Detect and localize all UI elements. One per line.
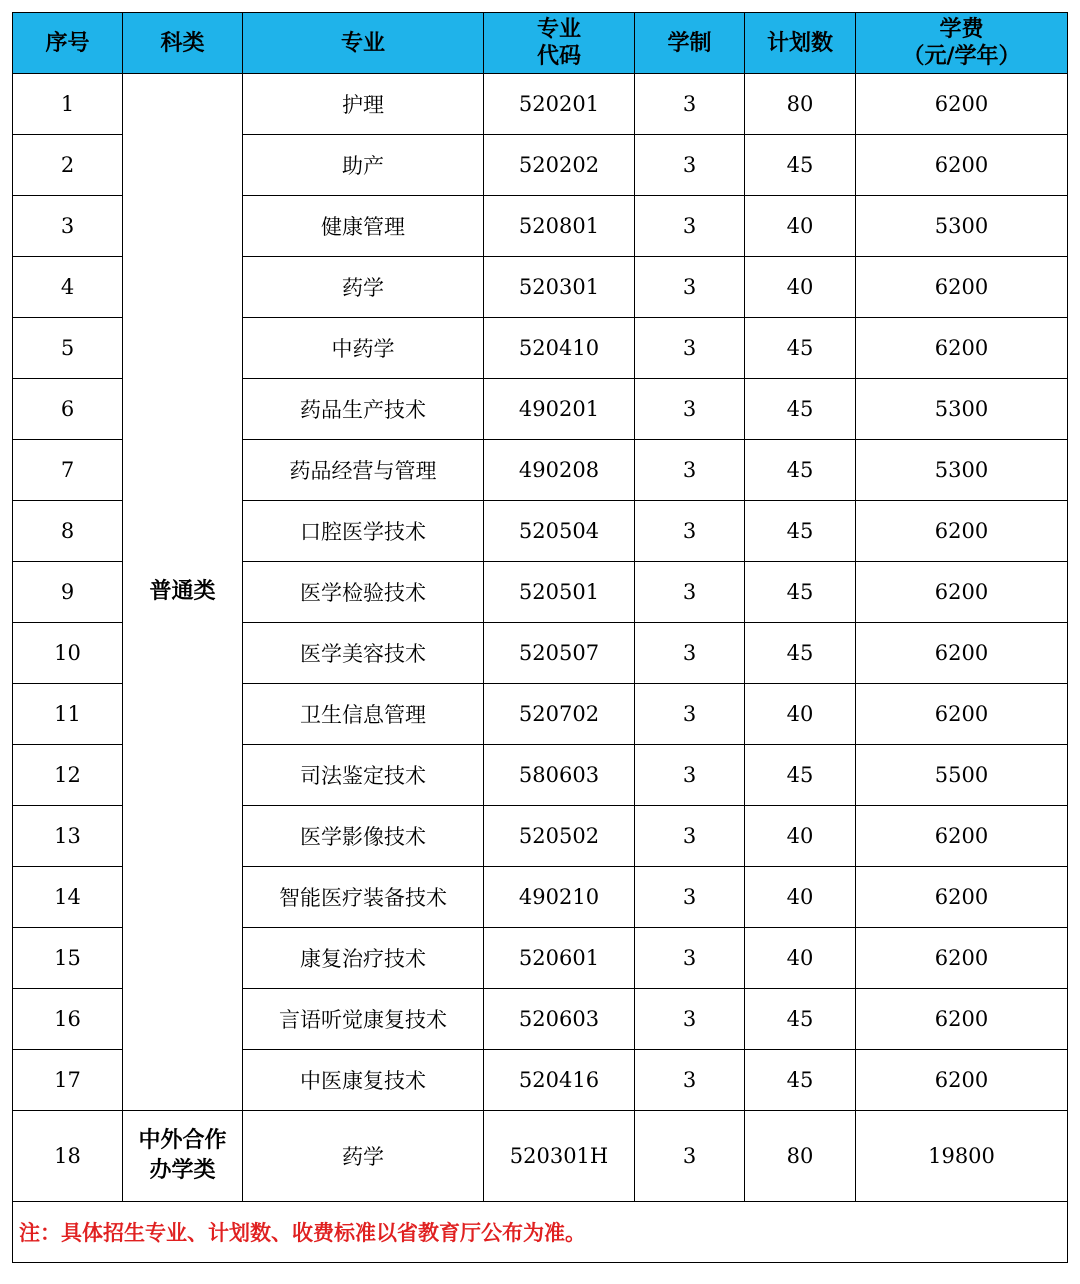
cell-duration: 3	[635, 623, 745, 684]
header-code-line1: 专业	[536, 17, 581, 42]
cell-fee: 6200	[856, 501, 1068, 562]
cell-plan: 45	[745, 1050, 856, 1111]
cell-plan: 40	[745, 196, 856, 257]
cell-duration: 3	[635, 745, 745, 806]
cell-major: 卫生信息管理	[243, 684, 484, 745]
cell-seq: 7	[13, 440, 123, 501]
cell-duration: 3	[635, 257, 745, 318]
cell-fee: 19800	[856, 1111, 1068, 1202]
cell-plan: 40	[745, 867, 856, 928]
cell-code: 520501	[484, 562, 635, 623]
cell-plan: 45	[745, 318, 856, 379]
cell-major: 医学美容技术	[243, 623, 484, 684]
cell-seq: 17	[13, 1050, 123, 1111]
cell-major: 医学检验技术	[243, 562, 484, 623]
cell-fee: 6200	[856, 989, 1068, 1050]
cell-plan: 45	[745, 440, 856, 501]
category-coop-line1: 中外合作	[138, 1128, 227, 1153]
cell-code: 520504	[484, 501, 635, 562]
cell-fee: 6200	[856, 74, 1068, 135]
cell-duration: 3	[635, 928, 745, 989]
cell-major: 药品经营与管理	[243, 440, 484, 501]
cell-duration: 3	[635, 1111, 745, 1202]
cell-duration: 3	[635, 806, 745, 867]
cell-seq: 14	[13, 867, 123, 928]
cell-seq: 5	[13, 318, 123, 379]
cell-code: 520502	[484, 806, 635, 867]
cell-duration: 3	[635, 684, 745, 745]
cell-fee: 6200	[856, 562, 1068, 623]
cell-plan: 45	[745, 501, 856, 562]
cell-seq: 15	[13, 928, 123, 989]
header-row	[13, 13, 1068, 74]
cell-fee: 6200	[856, 318, 1068, 379]
cell-plan: 45	[745, 379, 856, 440]
cell-code: 520507	[484, 623, 635, 684]
cell-code: 520301	[484, 257, 635, 318]
cell-fee: 6200	[856, 867, 1068, 928]
cell-seq: 12	[13, 745, 123, 806]
header-fee-line2: （元/学年）	[902, 44, 1021, 69]
header-code	[484, 13, 635, 74]
cell-code: 520601	[484, 928, 635, 989]
cell-plan: 80	[745, 74, 856, 135]
cell-duration: 3	[635, 867, 745, 928]
cell-category-general: 普通类	[123, 74, 243, 1111]
table-row	[13, 74, 1068, 135]
cell-duration: 3	[635, 1050, 745, 1111]
cell-major: 药学	[243, 1111, 484, 1202]
cell-fee: 6200	[856, 684, 1068, 745]
cell-seq: 16	[13, 989, 123, 1050]
cell-major: 司法鉴定技术	[243, 745, 484, 806]
cell-seq: 6	[13, 379, 123, 440]
enrollment-plan-table	[12, 12, 1068, 1263]
cell-plan: 45	[745, 562, 856, 623]
cell-fee: 6200	[856, 1050, 1068, 1111]
cell-code: 520801	[484, 196, 635, 257]
cell-fee: 6200	[856, 623, 1068, 684]
cell-code: 490210	[484, 867, 635, 928]
cell-seq: 13	[13, 806, 123, 867]
cell-code: 520702	[484, 684, 635, 745]
cell-duration: 3	[635, 196, 745, 257]
cell-code: 520201	[484, 74, 635, 135]
header-plan: 计划数	[745, 13, 856, 74]
cell-seq: 10	[13, 623, 123, 684]
table-row	[13, 1111, 1068, 1202]
cell-duration: 3	[635, 135, 745, 196]
cell-fee: 5500	[856, 745, 1068, 806]
cell-duration: 3	[635, 501, 745, 562]
cell-seq: 4	[13, 257, 123, 318]
table-body	[13, 74, 1068, 1263]
cell-seq: 11	[13, 684, 123, 745]
cell-duration: 3	[635, 74, 745, 135]
cell-plan: 45	[745, 623, 856, 684]
header-category: 科类	[123, 13, 243, 74]
cell-major: 言语听觉康复技术	[243, 989, 484, 1050]
cell-fee: 6200	[856, 257, 1068, 318]
cell-major: 中医康复技术	[243, 1050, 484, 1111]
cell-major: 医学影像技术	[243, 806, 484, 867]
cell-seq: 9	[13, 562, 123, 623]
cell-seq: 8	[13, 501, 123, 562]
cell-major: 护理	[243, 74, 484, 135]
cell-plan: 45	[745, 135, 856, 196]
note-row	[13, 1202, 1068, 1263]
cell-major: 口腔医学技术	[243, 501, 484, 562]
cell-seq: 2	[13, 135, 123, 196]
cell-plan: 40	[745, 806, 856, 867]
note-text: 注：具体招生专业、计划数、收费标准以省教育厅公布为准。	[13, 1202, 1068, 1263]
cell-fee: 6200	[856, 135, 1068, 196]
cell-plan: 45	[745, 989, 856, 1050]
cell-fee: 5300	[856, 196, 1068, 257]
cell-plan: 40	[745, 928, 856, 989]
cell-code: 490201	[484, 379, 635, 440]
cell-fee: 5300	[856, 379, 1068, 440]
cell-duration: 3	[635, 379, 745, 440]
cell-major: 助产	[243, 135, 484, 196]
cell-seq: 3	[13, 196, 123, 257]
cell-fee: 5300	[856, 440, 1068, 501]
cell-code: 520416	[484, 1050, 635, 1111]
cell-code: 490208	[484, 440, 635, 501]
category-coop-line2: 办学类	[149, 1158, 216, 1183]
cell-plan: 80	[745, 1111, 856, 1202]
header-code-line2: 代码	[536, 44, 581, 69]
cell-fee: 6200	[856, 806, 1068, 867]
cell-major: 康复治疗技术	[243, 928, 484, 989]
cell-plan: 45	[745, 745, 856, 806]
cell-duration: 3	[635, 562, 745, 623]
cell-major: 药品生产技术	[243, 379, 484, 440]
cell-code: 520603	[484, 989, 635, 1050]
cell-code: 580603	[484, 745, 635, 806]
cell-code: 520202	[484, 135, 635, 196]
cell-major: 药学	[243, 257, 484, 318]
cell-code: 520301H	[484, 1111, 635, 1202]
header-major: 专业	[243, 13, 484, 74]
cell-duration: 3	[635, 318, 745, 379]
cell-major: 健康管理	[243, 196, 484, 257]
cell-category-coop	[123, 1111, 243, 1202]
cell-fee: 6200	[856, 928, 1068, 989]
enrollment-plan-table-container	[12, 12, 1067, 1263]
header-duration: 学制	[635, 13, 745, 74]
cell-plan: 40	[745, 257, 856, 318]
header-fee-line1: 学费	[939, 17, 984, 42]
cell-seq: 1	[13, 74, 123, 135]
cell-code: 520410	[484, 318, 635, 379]
cell-duration: 3	[635, 989, 745, 1050]
cell-duration: 3	[635, 440, 745, 501]
cell-plan: 40	[745, 684, 856, 745]
cell-seq: 18	[13, 1111, 123, 1202]
header-fee	[856, 13, 1068, 74]
cell-major: 中药学	[243, 318, 484, 379]
header-seq: 序号	[13, 13, 123, 74]
cell-major: 智能医疗装备技术	[243, 867, 484, 928]
